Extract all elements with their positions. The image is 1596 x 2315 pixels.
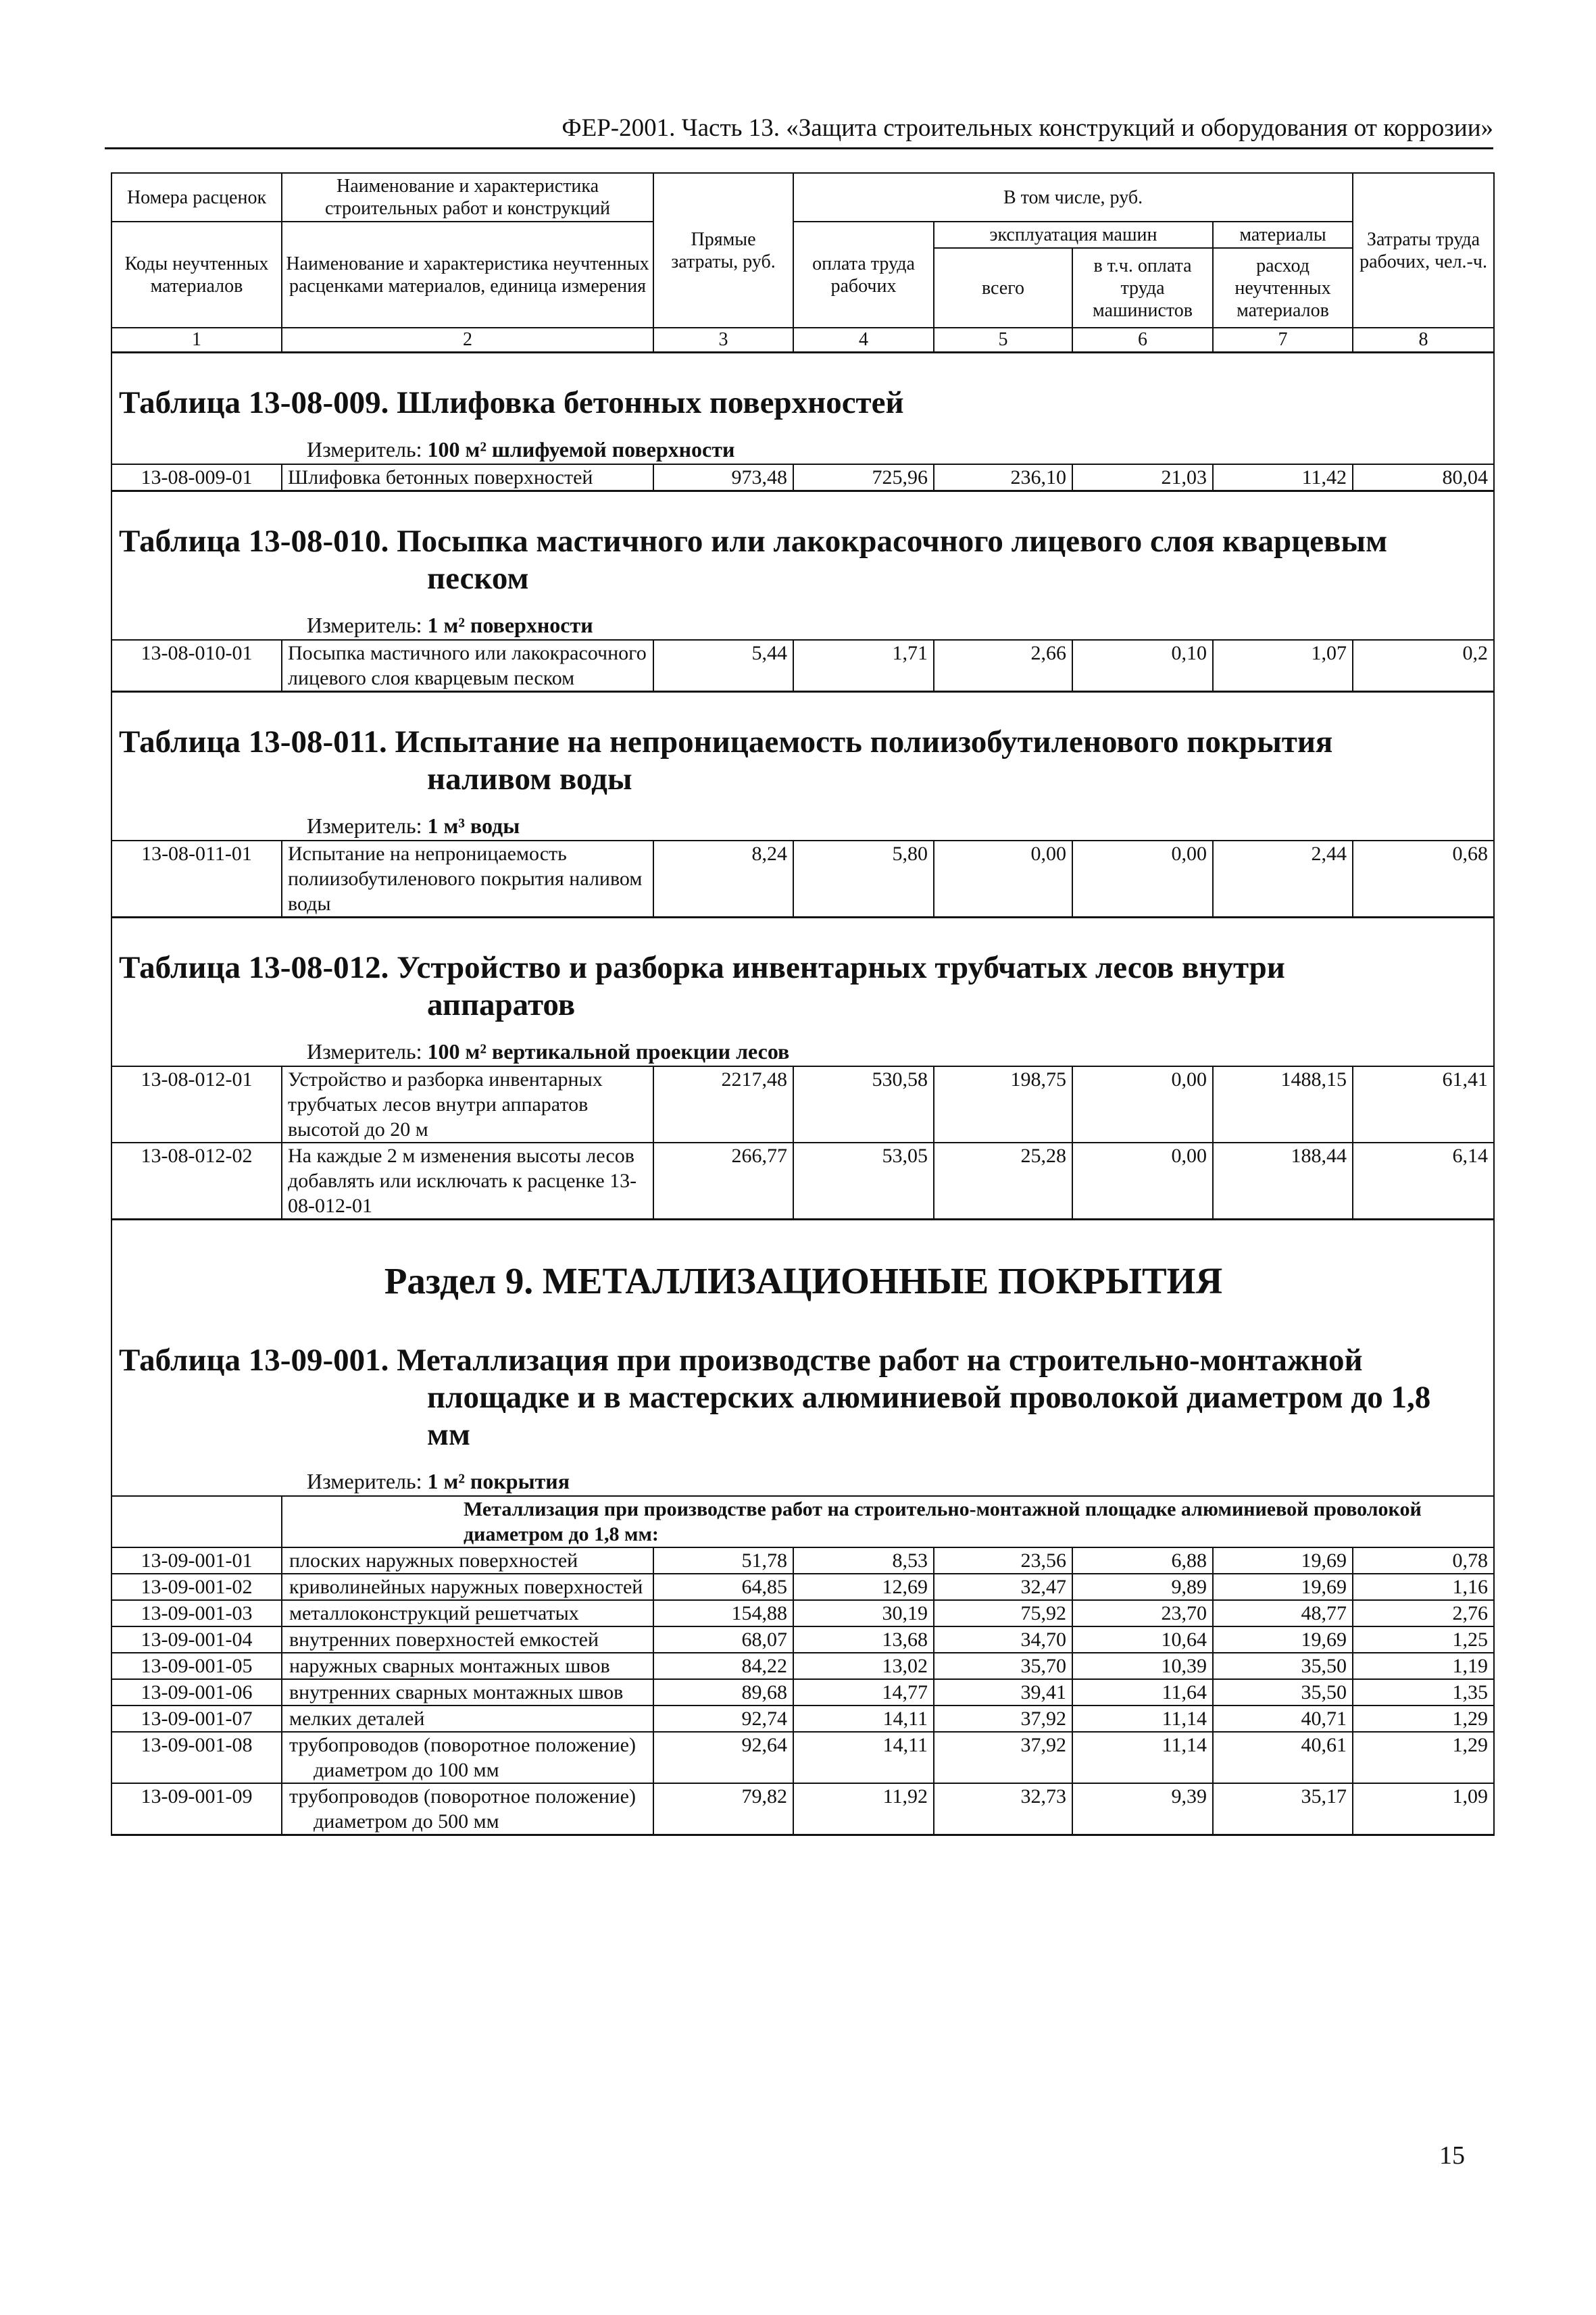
value-cell: 51,78 [653, 1547, 793, 1574]
table-title-line-2: песком [427, 561, 529, 596]
value-cell: 1,29 [1353, 1732, 1494, 1783]
table-number: Таблица 13-08-010. [119, 524, 389, 559]
value-cell: 61,41 [1353, 1066, 1494, 1143]
measure-unit-label: Измеритель: [307, 613, 422, 637]
table-title-line-2: аппаратов [427, 987, 576, 1022]
work-name: Шлифовка бетонных поверхностей [282, 464, 653, 491]
value-cell: 14,11 [793, 1706, 934, 1732]
value-cell: 13,02 [793, 1653, 934, 1679]
price-table [111, 172, 1495, 1836]
col-header-worker-pay: оплата труда рабочих [793, 222, 934, 328]
measure-unit-label: Измеритель: [307, 814, 422, 838]
table-title [119, 523, 1488, 597]
col-header-rate-number: Номера расценок [111, 173, 282, 222]
col-header-labor-costs: Затраты труда рабочих, чел.-ч. [1353, 173, 1494, 328]
value-cell: 68,07 [653, 1626, 793, 1653]
rate-code: 13-09-001-07 [111, 1706, 282, 1732]
table-number: Таблица 13-08-011. [119, 724, 387, 760]
table-title-text: Посыпка мастичного или лакокрасочного лицевого слоя кварцевым [397, 524, 1388, 559]
table-row [111, 1732, 1494, 1783]
measure-unit-value: 100 м² вертикальной проекции лесов [427, 1039, 790, 1064]
work-name: плоских наружных поверхностей [282, 1547, 653, 1574]
value-cell: 5,80 [793, 841, 934, 918]
value-cell: 188,44 [1213, 1143, 1353, 1220]
measure-unit-value: 1 м³ воды [427, 814, 520, 838]
table-section [111, 1220, 1494, 1497]
value-cell: 1,19 [1353, 1653, 1494, 1679]
value-cell: 34,70 [934, 1626, 1072, 1653]
value-cell: 21,03 [1072, 464, 1213, 491]
value-cell: 0,00 [1072, 841, 1213, 918]
value-cell: 0,10 [1072, 640, 1213, 692]
table-title [119, 384, 1488, 422]
table-title-line-3: мм [427, 1417, 471, 1452]
col-header-direct-costs: Прямые затраты, руб. [653, 173, 793, 328]
section-title: Раздел 9. МЕТАЛЛИЗАЦИОННЫЕ ПОКРЫТИЯ [384, 1260, 1223, 1301]
rate-code: 13-08-009-01 [111, 464, 282, 491]
table-title-text: Металлизация при производстве работ на строительно-монтажной [397, 1343, 1363, 1378]
table-row [111, 1679, 1494, 1706]
value-cell: 1,25 [1353, 1626, 1494, 1653]
value-cell: 92,74 [653, 1706, 793, 1732]
value-cell: 1,71 [793, 640, 934, 692]
col-header-work-name: Наименование и характеристика строительных работ и конструкций [282, 173, 653, 222]
value-cell: 6,14 [1353, 1143, 1494, 1220]
measure-unit [307, 435, 1488, 464]
rate-code: 13-09-001-01 [111, 1547, 282, 1574]
col-header-unaccounted-materials: расход неучтенных материалов [1213, 248, 1353, 328]
work-name: мелких деталей [282, 1706, 653, 1732]
value-cell: 37,92 [934, 1706, 1072, 1732]
value-cell: 236,10 [934, 464, 1072, 491]
table-section [111, 918, 1494, 1067]
rate-code: 13-08-010-01 [111, 640, 282, 692]
col-header-including: В том числе, руб. [793, 173, 1353, 222]
value-cell: 14,77 [793, 1679, 934, 1706]
value-cell: 9,89 [1072, 1574, 1213, 1600]
measure-unit-label: Измеритель: [307, 1469, 422, 1493]
rate-code: 13-09-001-02 [111, 1574, 282, 1600]
column-number: 6 [1072, 328, 1213, 353]
table-row [111, 640, 1494, 692]
value-cell: 84,22 [653, 1653, 793, 1679]
value-cell: 1,07 [1213, 640, 1353, 692]
value-cell: 0,68 [1353, 841, 1494, 918]
table-row [111, 841, 1494, 918]
value-cell: 8,53 [793, 1547, 934, 1574]
value-cell: 12,69 [793, 1574, 934, 1600]
column-number: 4 [793, 328, 934, 353]
table-row [111, 464, 1494, 491]
column-number: 2 [282, 328, 653, 353]
value-cell: 9,39 [1072, 1783, 1213, 1835]
value-cell: 11,42 [1213, 464, 1353, 491]
measure-unit-value: 100 м² шлифуемой поверхности [427, 437, 735, 462]
table-section [111, 692, 1494, 841]
value-cell: 5,44 [653, 640, 793, 692]
value-cell: 1,09 [1353, 1783, 1494, 1835]
value-cell: 75,92 [934, 1600, 1072, 1626]
value-cell: 35,17 [1213, 1783, 1353, 1835]
work-name: Устройство и разборка инвентарных трубчатых лесов внутри аппаратов высотой до 20 м [282, 1066, 653, 1143]
value-cell: 14,11 [793, 1732, 934, 1783]
table-title-text: Шлифовка бетонных поверхностей [397, 385, 904, 420]
work-name: металлоконструкций решетчатых [282, 1600, 653, 1626]
value-cell: 35,50 [1213, 1679, 1353, 1706]
value-cell: 92,64 [653, 1732, 793, 1783]
value-cell: 37,92 [934, 1732, 1072, 1783]
table-number: Таблица 13-09-001. [119, 1343, 389, 1378]
value-cell: 19,69 [1213, 1547, 1353, 1574]
work-name: наружных сварных монтажных швов [282, 1653, 653, 1679]
col-header-material-name: Наименование и характеристика неучтенных расценками материалов, единица измерения [282, 222, 653, 328]
value-cell: 2,44 [1213, 841, 1353, 918]
measure-unit [307, 611, 1488, 639]
table-row [111, 1574, 1494, 1600]
table-row [111, 1626, 1494, 1653]
value-cell: 1,16 [1353, 1574, 1494, 1600]
value-cell: 0,00 [1072, 1143, 1213, 1220]
value-cell: 80,04 [1353, 464, 1494, 491]
column-number: 8 [1353, 328, 1494, 353]
table-number: Таблица 13-08-012. [119, 950, 389, 985]
rate-code: 13-08-012-01 [111, 1066, 282, 1143]
column-number-row [111, 328, 1494, 353]
table-title-line-2: наливом воды [427, 762, 632, 797]
value-cell: 1,29 [1353, 1706, 1494, 1732]
value-cell: 25,28 [934, 1143, 1072, 1220]
value-cell: 53,05 [793, 1143, 934, 1220]
value-cell: 11,64 [1072, 1679, 1213, 1706]
value-cell: 48,77 [1213, 1600, 1353, 1626]
table-row [111, 1600, 1494, 1626]
work-name: трубопроводов (поворотное положение) диаметром до 100 мм [282, 1732, 653, 1783]
value-cell: 1488,15 [1213, 1066, 1353, 1143]
table-title [119, 1342, 1488, 1453]
rate-code: 13-09-001-09 [111, 1783, 282, 1835]
table-section [111, 353, 1494, 465]
value-cell: 11,92 [793, 1783, 934, 1835]
value-cell: 2,66 [934, 640, 1072, 692]
group-spacer [111, 1496, 282, 1547]
running-header: ФЕР-2001. Часть 13. «Защита строительных конструкций и оборудования от коррозии» [105, 114, 1493, 149]
value-cell: 530,58 [793, 1066, 934, 1143]
value-cell: 6,88 [1072, 1547, 1213, 1574]
value-cell: 23,70 [1072, 1600, 1213, 1626]
rate-code: 13-08-012-02 [111, 1143, 282, 1220]
value-cell: 40,61 [1213, 1732, 1353, 1783]
value-cell: 32,47 [934, 1574, 1072, 1600]
value-cell: 32,73 [934, 1783, 1072, 1835]
page-number: 15 [1439, 2141, 1465, 2170]
col-header-machine-operation: эксплуатация машин [934, 222, 1213, 248]
value-cell: 725,96 [793, 464, 934, 491]
measure-unit-label: Измеритель: [307, 1039, 422, 1064]
work-name: Посыпка мастичного или лакокрасочного лицевого слоя кварцевым песком [282, 640, 653, 692]
col-header-material-codes: Коды неучтенных материалов [111, 222, 282, 328]
value-cell: 79,82 [653, 1783, 793, 1835]
value-cell: 13,68 [793, 1626, 934, 1653]
value-cell: 973,48 [653, 464, 793, 491]
value-cell: 2,76 [1353, 1600, 1494, 1626]
table-title-text: Устройство и разборка инвентарных трубчатых лесов внутри [397, 950, 1285, 985]
work-name: На каждые 2 м изменения высоты лесов добавлять или исключать к расценке 13-08-012-01 [282, 1143, 653, 1220]
value-cell: 0,78 [1353, 1547, 1494, 1574]
table-section [111, 491, 1494, 641]
table-row [111, 1066, 1494, 1143]
value-cell: 154,88 [653, 1600, 793, 1626]
value-cell: 11,14 [1072, 1706, 1213, 1732]
value-cell: 89,68 [653, 1679, 793, 1706]
measure-unit [307, 1037, 1488, 1066]
measure-unit [307, 812, 1488, 840]
value-cell: 64,85 [653, 1574, 793, 1600]
value-cell: 40,71 [1213, 1706, 1353, 1732]
value-cell: 19,69 [1213, 1574, 1353, 1600]
work-name: криволинейных наружных поверхностей [282, 1574, 653, 1600]
measure-unit-label: Измеритель: [307, 437, 422, 462]
rate-code: 13-08-011-01 [111, 841, 282, 918]
table-row [111, 1653, 1494, 1679]
value-cell: 0,2 [1353, 640, 1494, 692]
table-number: Таблица 13-08-009. [119, 385, 389, 420]
table-row [111, 1547, 1494, 1574]
value-cell: 19,69 [1213, 1626, 1353, 1653]
table-title-text: Испытание на непроницаемость полиизобутиленового покрытия [395, 724, 1333, 760]
rate-code: 13-09-001-03 [111, 1600, 282, 1626]
rate-code: 13-09-001-04 [111, 1626, 282, 1653]
measure-unit-value: 1 м² поверхности [427, 613, 593, 637]
measure-unit-value: 1 м² покрытия [427, 1469, 570, 1493]
column-number: 1 [111, 328, 282, 353]
value-cell: 0,00 [934, 841, 1072, 918]
value-cell: 198,75 [934, 1066, 1072, 1143]
value-cell: 35,70 [934, 1653, 1072, 1679]
value-cell: 1,35 [1353, 1679, 1494, 1706]
group-heading: Металлизация при производстве работ на строительно-монтажной площадке алюминиевой проволокой диаметром до 1,8 мм: [282, 1496, 1494, 1547]
value-cell: 2217,48 [653, 1066, 793, 1143]
value-cell: 10,64 [1072, 1626, 1213, 1653]
table-title-line-2: площадке и в мастерских алюминиевой проволокой диаметром до 1,8 [427, 1380, 1431, 1415]
table-row [111, 1143, 1494, 1220]
value-cell: 10,39 [1072, 1653, 1213, 1679]
value-cell: 11,14 [1072, 1732, 1213, 1783]
table-title [119, 949, 1488, 1024]
value-cell: 30,19 [793, 1600, 934, 1626]
work-name: Испытание на непроницаемость полиизобутиленового покрытия наливом воды [282, 841, 653, 918]
value-cell: 23,56 [934, 1547, 1072, 1574]
table-row [111, 1706, 1494, 1732]
work-name: внутренних сварных монтажных швов [282, 1679, 653, 1706]
column-number: 3 [653, 328, 793, 353]
measure-unit [307, 1467, 1488, 1495]
rate-code: 13-09-001-08 [111, 1732, 282, 1783]
rate-code: 13-09-001-06 [111, 1679, 282, 1706]
work-name: внутренних поверхностей емкостей [282, 1626, 653, 1653]
value-cell: 266,77 [653, 1143, 793, 1220]
col-header-machine-total: всего [934, 248, 1072, 328]
rate-code: 13-09-001-05 [111, 1653, 282, 1679]
value-cell: 35,50 [1213, 1653, 1353, 1679]
value-cell: 0,00 [1072, 1066, 1213, 1143]
column-number: 7 [1213, 328, 1353, 353]
work-name: трубопроводов (поворотное положение) диаметром до 500 мм [282, 1783, 653, 1835]
value-cell: 39,41 [934, 1679, 1072, 1706]
col-header-operator-pay: в т.ч. оплата труда машинистов [1072, 248, 1213, 328]
column-number: 5 [934, 328, 1072, 353]
table-title [119, 724, 1488, 798]
value-cell: 8,24 [653, 841, 793, 918]
col-header-materials: материалы [1213, 222, 1353, 248]
table-row [111, 1783, 1494, 1835]
